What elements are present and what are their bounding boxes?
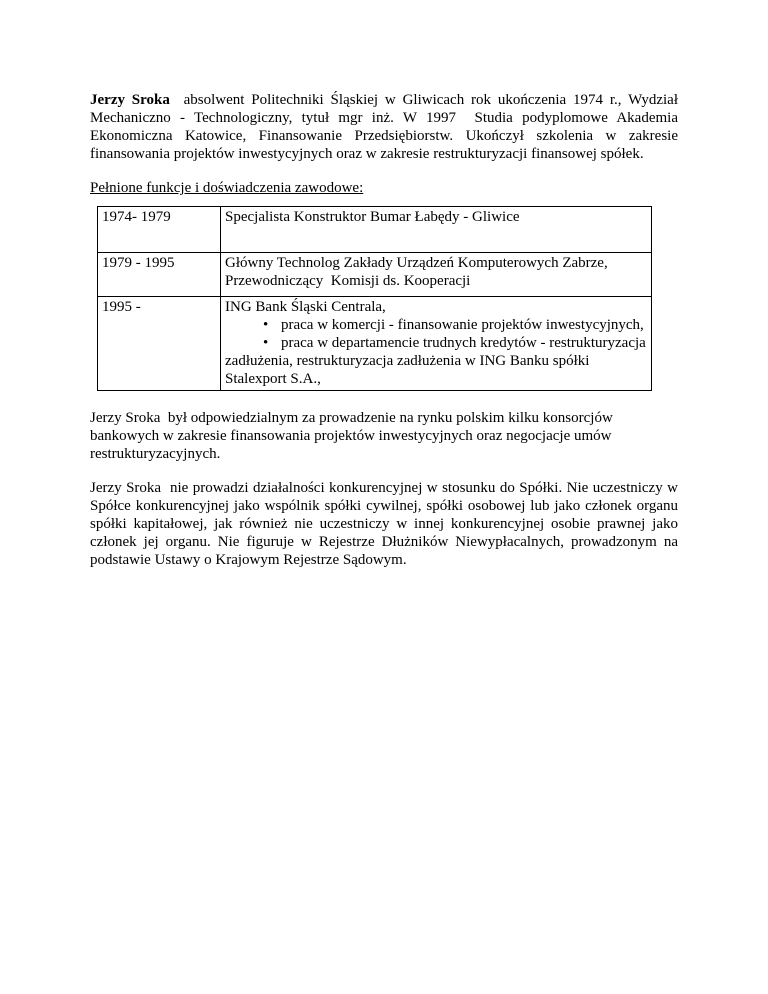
competition-paragraph: Jerzy Sroka nie prowadzi działalności konkurencyjnej w stosunku do Spółki. Nie uczestniczy w Spółce konkurencyjnej jako wspólnik spółki cywilnej, spółki osobowej lub jako członek organu spółki kapitałowej, jak również nie uczestniczy w innej konkurencyjnej osobie prawnej jako członek jej organu. Nie figuruje w Rejestrze Dłużników Niewypłacalnych, prowadzonym na podstawie Ustawy o Krajowym Rejestrze Sądowym. <box>90 480 682 568</box>
career-description-cell <box>221 297 652 391</box>
bio-text: absolwent Politechniki Śląskiej w Gliwicach rok ukończenia 1974 r., Wydział Mechaniczno - Technologiczny, tytuł mgr inż. W 1997 Studia podyplomowe Akademia Ekonomiczna Katowice, Finansowanie Przedsiębiorstw. Ukończył szkolenia w zakresie finansowania projektów inwestycyjnych oraz w zakresie restrukturyzacji finansowej spółek. <box>90 92 682 162</box>
career-years: 1979 - 1995 <box>98 253 221 297</box>
consortia-paragraph: Jerzy Sroka był odpowiedzialnym za prowadzenie na rynku polskim kilku konsorcjów bankowych w zakresie finansowania projektów inwestycyjnych oraz negocjacje umów restrukturyzacyjnych. <box>90 410 617 462</box>
list-item <box>225 316 647 334</box>
career-years: 1995 - <box>98 297 221 391</box>
bullet-icon: • <box>263 317 269 333</box>
career-description: Specjalista Konstruktor Bumar Łabędy - Gliwice <box>221 207 652 253</box>
duties-list <box>225 316 647 388</box>
table-row <box>98 207 652 253</box>
table-row <box>98 297 652 391</box>
duty-text: praca w departamencie trudnych kredytów - restrukturyzacja zadłużenia, restrukturyzacja zadłużenia w ING Banku spółki Stalexport S.A., <box>225 335 646 387</box>
duty-text: praca w komercji - finansowanie projektów inwestycyjnych, <box>281 317 644 333</box>
list-item <box>225 334 647 388</box>
bio-name: Jerzy Sroka <box>90 92 170 108</box>
document-page <box>90 91 682 569</box>
career-years: 1974- 1979 <box>98 207 221 253</box>
career-description: Główny Technolog Zakłady Urządzeń Komputerowych Zabrze, Przewodniczący Komisji ds. Kooperacji <box>221 253 652 297</box>
career-table <box>97 206 652 391</box>
section-title: Pełnione funkcje i doświadczenia zawodowe: <box>90 180 364 196</box>
bullet-icon: • <box>263 335 269 351</box>
career-description: ING Bank Śląski Centrala, <box>225 299 386 315</box>
table-row <box>98 253 652 297</box>
bio-paragraph <box>90 91 682 163</box>
